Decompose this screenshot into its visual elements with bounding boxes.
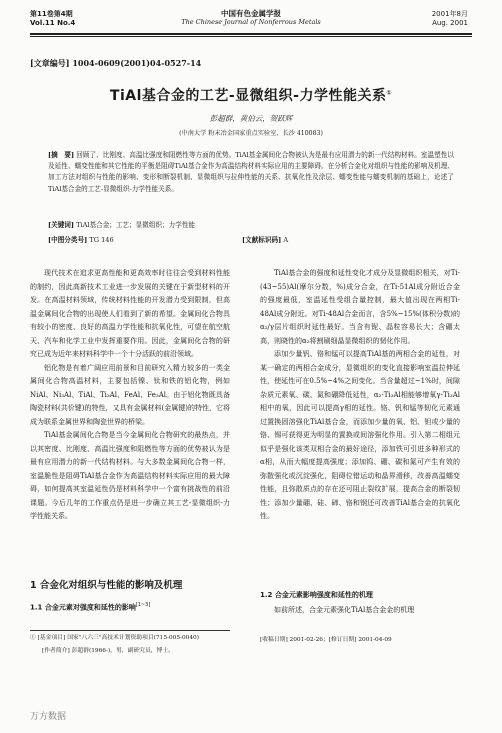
- left-paragraph-3: TiAl基金属间化合物是当今金属间化合物研究的最热点，并以其密度、比刚度、高温比强度和阻燃性等方面的优势被认为是最有应用潜力的新一代结构材料。与大多数金属间化合物一样，室温脆性是阻碍TiAl基合金作为高温结构材料实际应用的最大障碍，如何提高其室温延性仍是材料科学中一个富有挑战性的前沿课题。今后几年的工作重点仍是进一步确立其工艺-显微组织-力学性能关系。: [30, 431, 230, 520]
- running-header-date: [432, 10, 468, 27]
- authors: 彭超群，黄伯云，贺跃辉: [209, 114, 293, 123]
- footnote-rule: [30, 630, 230, 631]
- right-column: [260, 267, 460, 524]
- keywords-text: TiAl基合金；工艺；显微组织；力学性能: [76, 221, 196, 229]
- keywords: [48, 220, 454, 231]
- clc-number: [48, 234, 114, 244]
- journal-en: The Chinese Journal of Nonferrous Metals: [181, 18, 321, 26]
- document-code-value: A: [283, 236, 289, 244]
- left-paragraph-1: 现代技术在追求更高性能和更高效率时往往会受到材料性能的制约，因此高新技术工业进一步发展的关键在于新型材料的开发。在高温材料领域，传统材料性能的开发潜力受到限制，但高温金属间化合物的出现使人们看到了新的希望。金属间化合物具有较小的密度、良好的高温力学性能和抗氧化性，可望在航空航天、汽车和化学工业中发挥重要作用。因此，金属间化合物的研究已成为近年来材料科学中一个十分活跃的前沿领域。: [30, 269, 230, 358]
- header-rule-top: [30, 33, 472, 35]
- paper-title: [0, 85, 502, 105]
- abstract-label: [摘 要]: [48, 151, 75, 159]
- watermark: 万方数据: [30, 712, 67, 722]
- right-paragraph-2: 添加少量钒、铬和锰可以提高TiAl基的两相合金的延性，对某一确定的两相合金成分，显微组织的变化直接影响室温拉伸延性，使延性可在0.5%~4%之间变化。当含量超过~1%时，间隙杂质元素氧、碳、氮和硼降低延性，α₂-Ti₃Al相能够增氧γ-Ti₃Al相中的氧，因此可以提高γ相的延性。铬、钒和锰等韧化元素通过置换固溶强化TiAl基合金，而添加少量的氧、铝、钽或少量的铬、锡可获得更为明显的置换或间溶强化作用。引入第二相组元似乎是强化该类双相合金的最好途径，添加铁可引进多种形式的α相，从而大幅度提高强度；添加钨、硼、碳和氮可产生有效的弥散强化或沉淀强化，阻碍位错运动和晶界滑移，改善高温蠕变性能，且弥散质点的存在还可阻止裂纹扩展，提高合金的断裂韧性；添加少量硼、硅、碲、铬和钢还可改善TiAl基合金的抗氧化性。: [260, 350, 460, 520]
- section-1-1-text: 1.1 合金元素对强度和延性的影响: [30, 603, 136, 612]
- section-1-2-text: 如前所述，合金元素强化TiAl基合金金的机理: [274, 606, 415, 614]
- footnote-author: [作者简介] 彭超群(1966-)，男，副研究员，博士。: [42, 648, 174, 654]
- footnote-funding: ① [基金项目] 国家"八六三"高技术计划资助项目(715-005-0040): [30, 635, 200, 641]
- clc-value: TG 146: [89, 236, 114, 244]
- affiliation: (中南大学 粉末冶金国家重点实验室，长沙 410083): [179, 130, 323, 137]
- running-header-journal: [0, 9, 502, 27]
- keywords-label: [关键词]: [48, 221, 75, 229]
- section-1-1-ref: [1~3]: [135, 602, 151, 608]
- left-column: [30, 267, 230, 524]
- article-code: [文章编号] 1004-0609(2001)04-0527-14: [30, 58, 202, 68]
- title-footnote-mark: ①: [386, 89, 393, 97]
- volume-cn: 第11卷第4期: [30, 10, 73, 18]
- volume-en: Vol.11 No.4: [30, 18, 76, 27]
- document-code-label: [文献标识码]: [242, 236, 282, 244]
- journal-cn: 中国有色金属学报: [221, 9, 281, 18]
- paper-title-text: TiAl基合金的工艺-显微组织-力学性能关系: [109, 88, 387, 104]
- document-code: [242, 234, 288, 244]
- section-1-heading: 1 合金化对组织与性能的影响及机理: [30, 580, 183, 591]
- right-paragraph-1: TiAl基合金的强度和延性变化才成分及显微组织相关，对Ti-(43~55)Al(摩尔分数，%)成分合金，在Ti-51Al成分附近合金的强度最低，室温延性受组合量控制，最大值出现在两相Ti-48Al成分附近。对Ti-48Al合金而言，含5%~15%(体积分数)的α₂/γ层片组织时延性最好。当含有铌、晶粒容易长大；含硼太高，则晓性的α₂将割刷细晶显微组织的韧化作用。: [260, 269, 460, 345]
- section-1-2-heading: 1.2 合金元素影响强度和延性的机理: [260, 591, 373, 599]
- abstract-text: 回顾了、比刚度、高温比强度和阻燃性等方面的优势。TiAl基金属间化合物被认为是最有应用潜力的新一代结构材料。室温塑性以及延性、蠕变性能和其它性能的平衡是阻碍TiAl基合金作为高温结构材料实际应用的主要障碍。在分析合金化对组织与性能的影响及机理、加工方法对组织与性能的影响、变形和断裂机制、显微组织与拉伸性能的关系、抗氧化性及涂层、蠕变性能与蠕变机制的基础上，论述了TiAl基合金的工艺-显微组织-力学性能关系。: [48, 151, 455, 193]
- abstract: [48, 150, 454, 195]
- header-rule-bottom: [30, 36, 472, 37]
- date-en: Aug. 2001: [432, 18, 468, 27]
- footnote-dates: [收稿日期] 2001-02-26；[修订日期] 2001-04-09: [260, 637, 392, 643]
- section-1-1-heading: [30, 602, 150, 612]
- left-paragraph-2: 铝化物是有着广阔应用前景和目前研究入精力较多的一类金属间化合物高温材料，主要包括镍、钛和铁的铝化物，例如NiAl、Ni₃Al、TiAl、Ti₃Al、FeAl、Fe₃Al。由于铝化物既具备陶瓷材料(共价键)的特性，又具有金属材料(金属键)的特性，它将成为联系金属世界和陶瓷世界的桥梁。: [30, 363, 230, 426]
- clc-label: [中图分类号]: [48, 236, 88, 244]
- date-cn: 2001年8月: [431, 10, 468, 18]
